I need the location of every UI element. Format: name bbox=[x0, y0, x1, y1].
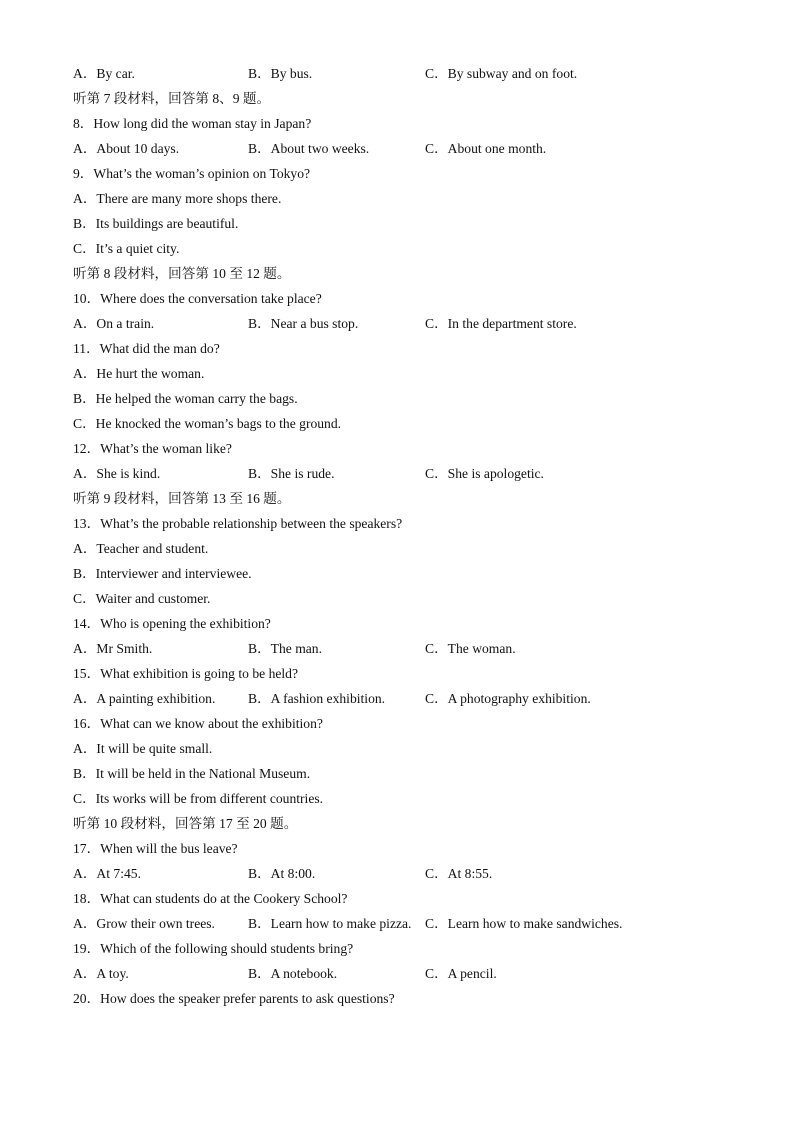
text-line: A．It will be quite small. bbox=[73, 741, 213, 756]
answer-option: A．By car. bbox=[73, 66, 135, 81]
answer-option: C．In the department store. bbox=[425, 316, 577, 331]
answer-option: A．A toy. bbox=[73, 966, 129, 981]
text-line: 8．How long did the woman stay in Japan? bbox=[73, 116, 312, 131]
answer-option: C．About one month. bbox=[425, 141, 547, 156]
answer-option: B．Learn how to make pizza. bbox=[248, 916, 412, 931]
answer-option: A．At 7:45. bbox=[73, 866, 141, 881]
answer-option: A．On a train. bbox=[73, 316, 155, 331]
text-line: A．There are many more shops there. bbox=[73, 191, 282, 206]
answer-option: C．Learn how to make sandwiches. bbox=[425, 916, 623, 931]
answer-option: B．A fashion exhibition. bbox=[248, 691, 386, 706]
answer-option: C．A pencil. bbox=[425, 966, 497, 981]
text-line: C．It’s a quiet city. bbox=[73, 241, 180, 256]
answer-option: B．At 8:00. bbox=[248, 866, 316, 881]
answer-option: C．The woman. bbox=[425, 641, 516, 656]
text-line: C．Waiter and customer. bbox=[73, 591, 211, 606]
text-line: C．He knocked the woman’s bags to the ground. bbox=[73, 416, 342, 431]
text-line: 15．What exhibition is going to be held? bbox=[73, 666, 299, 681]
text-line: 14．Who is opening the exhibition? bbox=[73, 616, 271, 631]
answer-option: B．By bus. bbox=[248, 66, 313, 81]
text-line: 19．Which of the following should students bring? bbox=[73, 941, 354, 956]
text-line: A．He hurt the woman. bbox=[73, 366, 205, 381]
answer-option: C．A photography exhibition. bbox=[425, 691, 591, 706]
text-line: A．Teacher and student. bbox=[73, 541, 209, 556]
text-line: 听第 9 段材料，回答第 13 至 16 题。 bbox=[73, 491, 291, 506]
answer-option: C．She is apologetic. bbox=[425, 466, 544, 481]
text-line: 16．What can we know about the exhibition? bbox=[73, 716, 323, 731]
text-line: B．He helped the woman carry the bags. bbox=[73, 391, 298, 406]
answer-option: A．About 10 days. bbox=[73, 141, 180, 156]
answer-option: C．By subway and on foot. bbox=[425, 66, 578, 81]
text-line: B．Interviewer and interviewee. bbox=[73, 566, 252, 581]
text-line: 听第 10 段材料，回答第 17 至 20 题。 bbox=[73, 816, 298, 831]
text-line: 18．What can students do at the Cookery School? bbox=[73, 891, 348, 906]
text-line: 听第 8 段材料，回答第 10 至 12 题。 bbox=[73, 266, 291, 281]
answer-option: B．A notebook. bbox=[248, 966, 338, 981]
text-line: 听第 7 段材料，回答第 8、9 题。 bbox=[73, 91, 271, 106]
answer-option: A．A painting exhibition. bbox=[73, 691, 216, 706]
answer-option: A．Grow their own trees. bbox=[73, 916, 215, 931]
text-line: 9．What’s the woman’s opinion on Tokyo? bbox=[73, 166, 311, 181]
answer-option: B．About two weeks. bbox=[248, 141, 370, 156]
answer-option: B．The man. bbox=[248, 641, 322, 656]
text-line: 12．What’s the woman like? bbox=[73, 441, 232, 456]
answer-option: A．She is kind. bbox=[73, 466, 161, 481]
answer-option: B．Near a bus stop. bbox=[248, 316, 359, 331]
text-line: B．It will be held in the National Museum. bbox=[73, 766, 311, 781]
text-line: C．Its works will be from different countries. bbox=[73, 791, 324, 806]
answer-option: A．Mr Smith. bbox=[73, 641, 153, 656]
answer-option: C．At 8:55. bbox=[425, 866, 493, 881]
text-line: 13．What’s the probable relationship between the speakers? bbox=[73, 516, 403, 531]
answer-option: B．She is rude. bbox=[248, 466, 335, 481]
text-line: 11．What did the man do? bbox=[73, 341, 220, 356]
text-line: 20．How does the speaker prefer parents to ask questions? bbox=[73, 991, 395, 1006]
text-line: 17．When will the bus leave? bbox=[73, 841, 238, 856]
text-line: 10．Where does the conversation take place? bbox=[73, 291, 322, 306]
text-line: B．Its buildings are beautiful. bbox=[73, 216, 239, 231]
